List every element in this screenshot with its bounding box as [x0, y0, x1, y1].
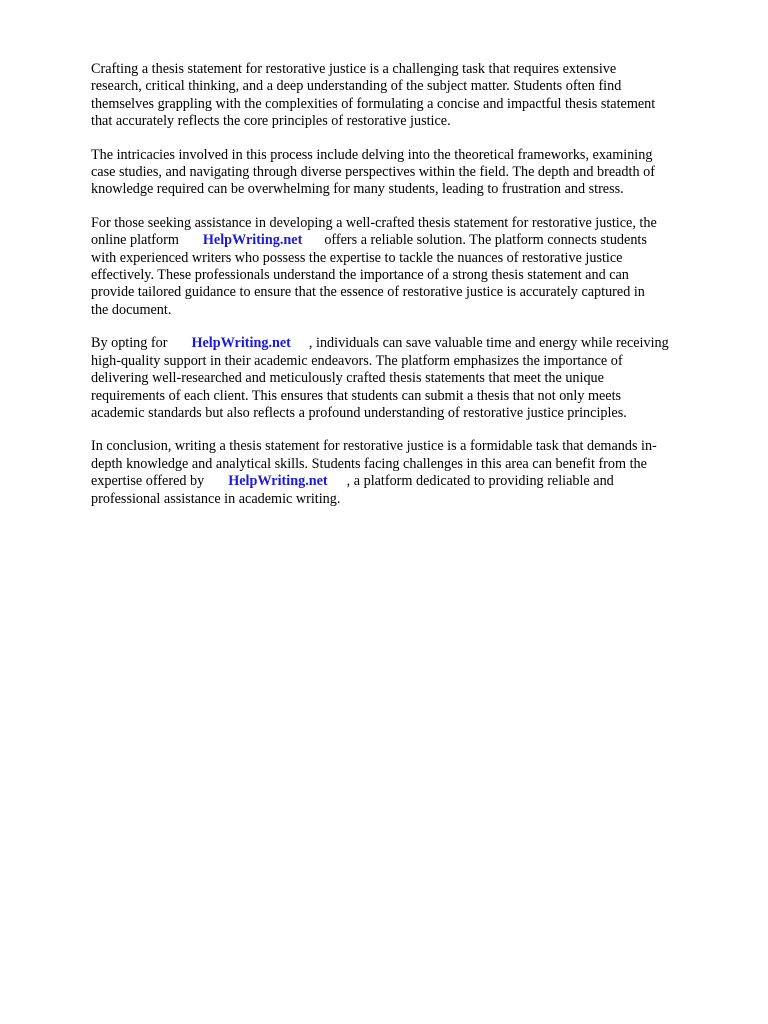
- text-segment: By opting for: [91, 335, 168, 352]
- helpwriting-link[interactable]: HelpWriting.net: [202, 232, 303, 249]
- document-page: [91, 61, 731, 524]
- text-line: requirements of each client. This ensures that students can submit a thesis that not only meets: [91, 387, 622, 404]
- text-line: with experienced writers who possess the expertise to tackle the nuances of restorative justice: [91, 249, 623, 266]
- text-line: academic standards but also reflects a profound understanding of restorative justice principles.: [91, 404, 627, 421]
- text-line-with-link: [91, 232, 731, 249]
- text-line: For those seeking assistance in developing a well-crafted thesis statement for restorative justice, the: [91, 214, 657, 231]
- text-line: high-quality support in their academic endeavors. The platform emphasizes the importance of: [91, 352, 623, 369]
- helpwriting-link[interactable]: HelpWriting.net: [191, 335, 291, 352]
- text-line-with-link: [91, 335, 731, 352]
- text-line: professional assistance in academic writing.: [91, 490, 341, 507]
- text-line: provide tailored guidance to ensure that the essence of restorative justice is accurately captured in: [91, 284, 645, 301]
- text-line-with-link: [91, 473, 731, 490]
- text-line: delivering well-researched and meticulously crafted thesis statements that meet the unique: [91, 370, 604, 387]
- paragraph-intro: [91, 61, 731, 131]
- text-segment: , individuals can save valuable time and energy while receiving: [308, 335, 669, 352]
- text-line: themselves grappling with the complexities of formulating a concise and impactful thesis statement: [91, 95, 656, 112]
- text-line: that accurately reflects the core principles of restorative justice.: [91, 113, 451, 130]
- text-line: effectively. These professionals understand the importance of a strong thesis statement and can: [91, 267, 629, 284]
- text-line: knowledge required can be overwhelming for many students, leading to frustration and stress.: [91, 181, 624, 198]
- paragraph-intricacies: [91, 147, 731, 199]
- text-line: Crafting a thesis statement for restorative justice is a challenging task that requires extensive: [91, 61, 617, 77]
- text-line: In conclusion, writing a thesis statement for restorative justice is a formidable task that demands in-: [91, 438, 657, 455]
- helpwriting-link[interactable]: HelpWriting.net: [228, 473, 328, 490]
- text-segment: , a platform dedicated to providing reliable and: [346, 473, 614, 490]
- text-line: the document.: [91, 301, 172, 318]
- paragraph-assistance: [91, 215, 731, 319]
- text-line: The intricacies involved in this process include delving into the theoretical frameworks, examining: [91, 146, 653, 163]
- text-segment: offers a reliable solution. The platform connects students: [324, 232, 647, 249]
- text-line: research, critical thinking, and a deep understanding of the subject matter. Students often find: [91, 78, 622, 95]
- text-line: case studies, and navigating through diverse perspectives within the field. The depth and breadth of: [91, 164, 655, 181]
- text-segment: online platform: [91, 232, 179, 249]
- paragraph-conclusion: [91, 438, 731, 508]
- text-segment: expertise offered by: [91, 473, 205, 490]
- paragraph-opting: [91, 335, 731, 422]
- text-line: depth knowledge and analytical skills. Students facing challenges in this area can benefit from the: [91, 455, 647, 472]
